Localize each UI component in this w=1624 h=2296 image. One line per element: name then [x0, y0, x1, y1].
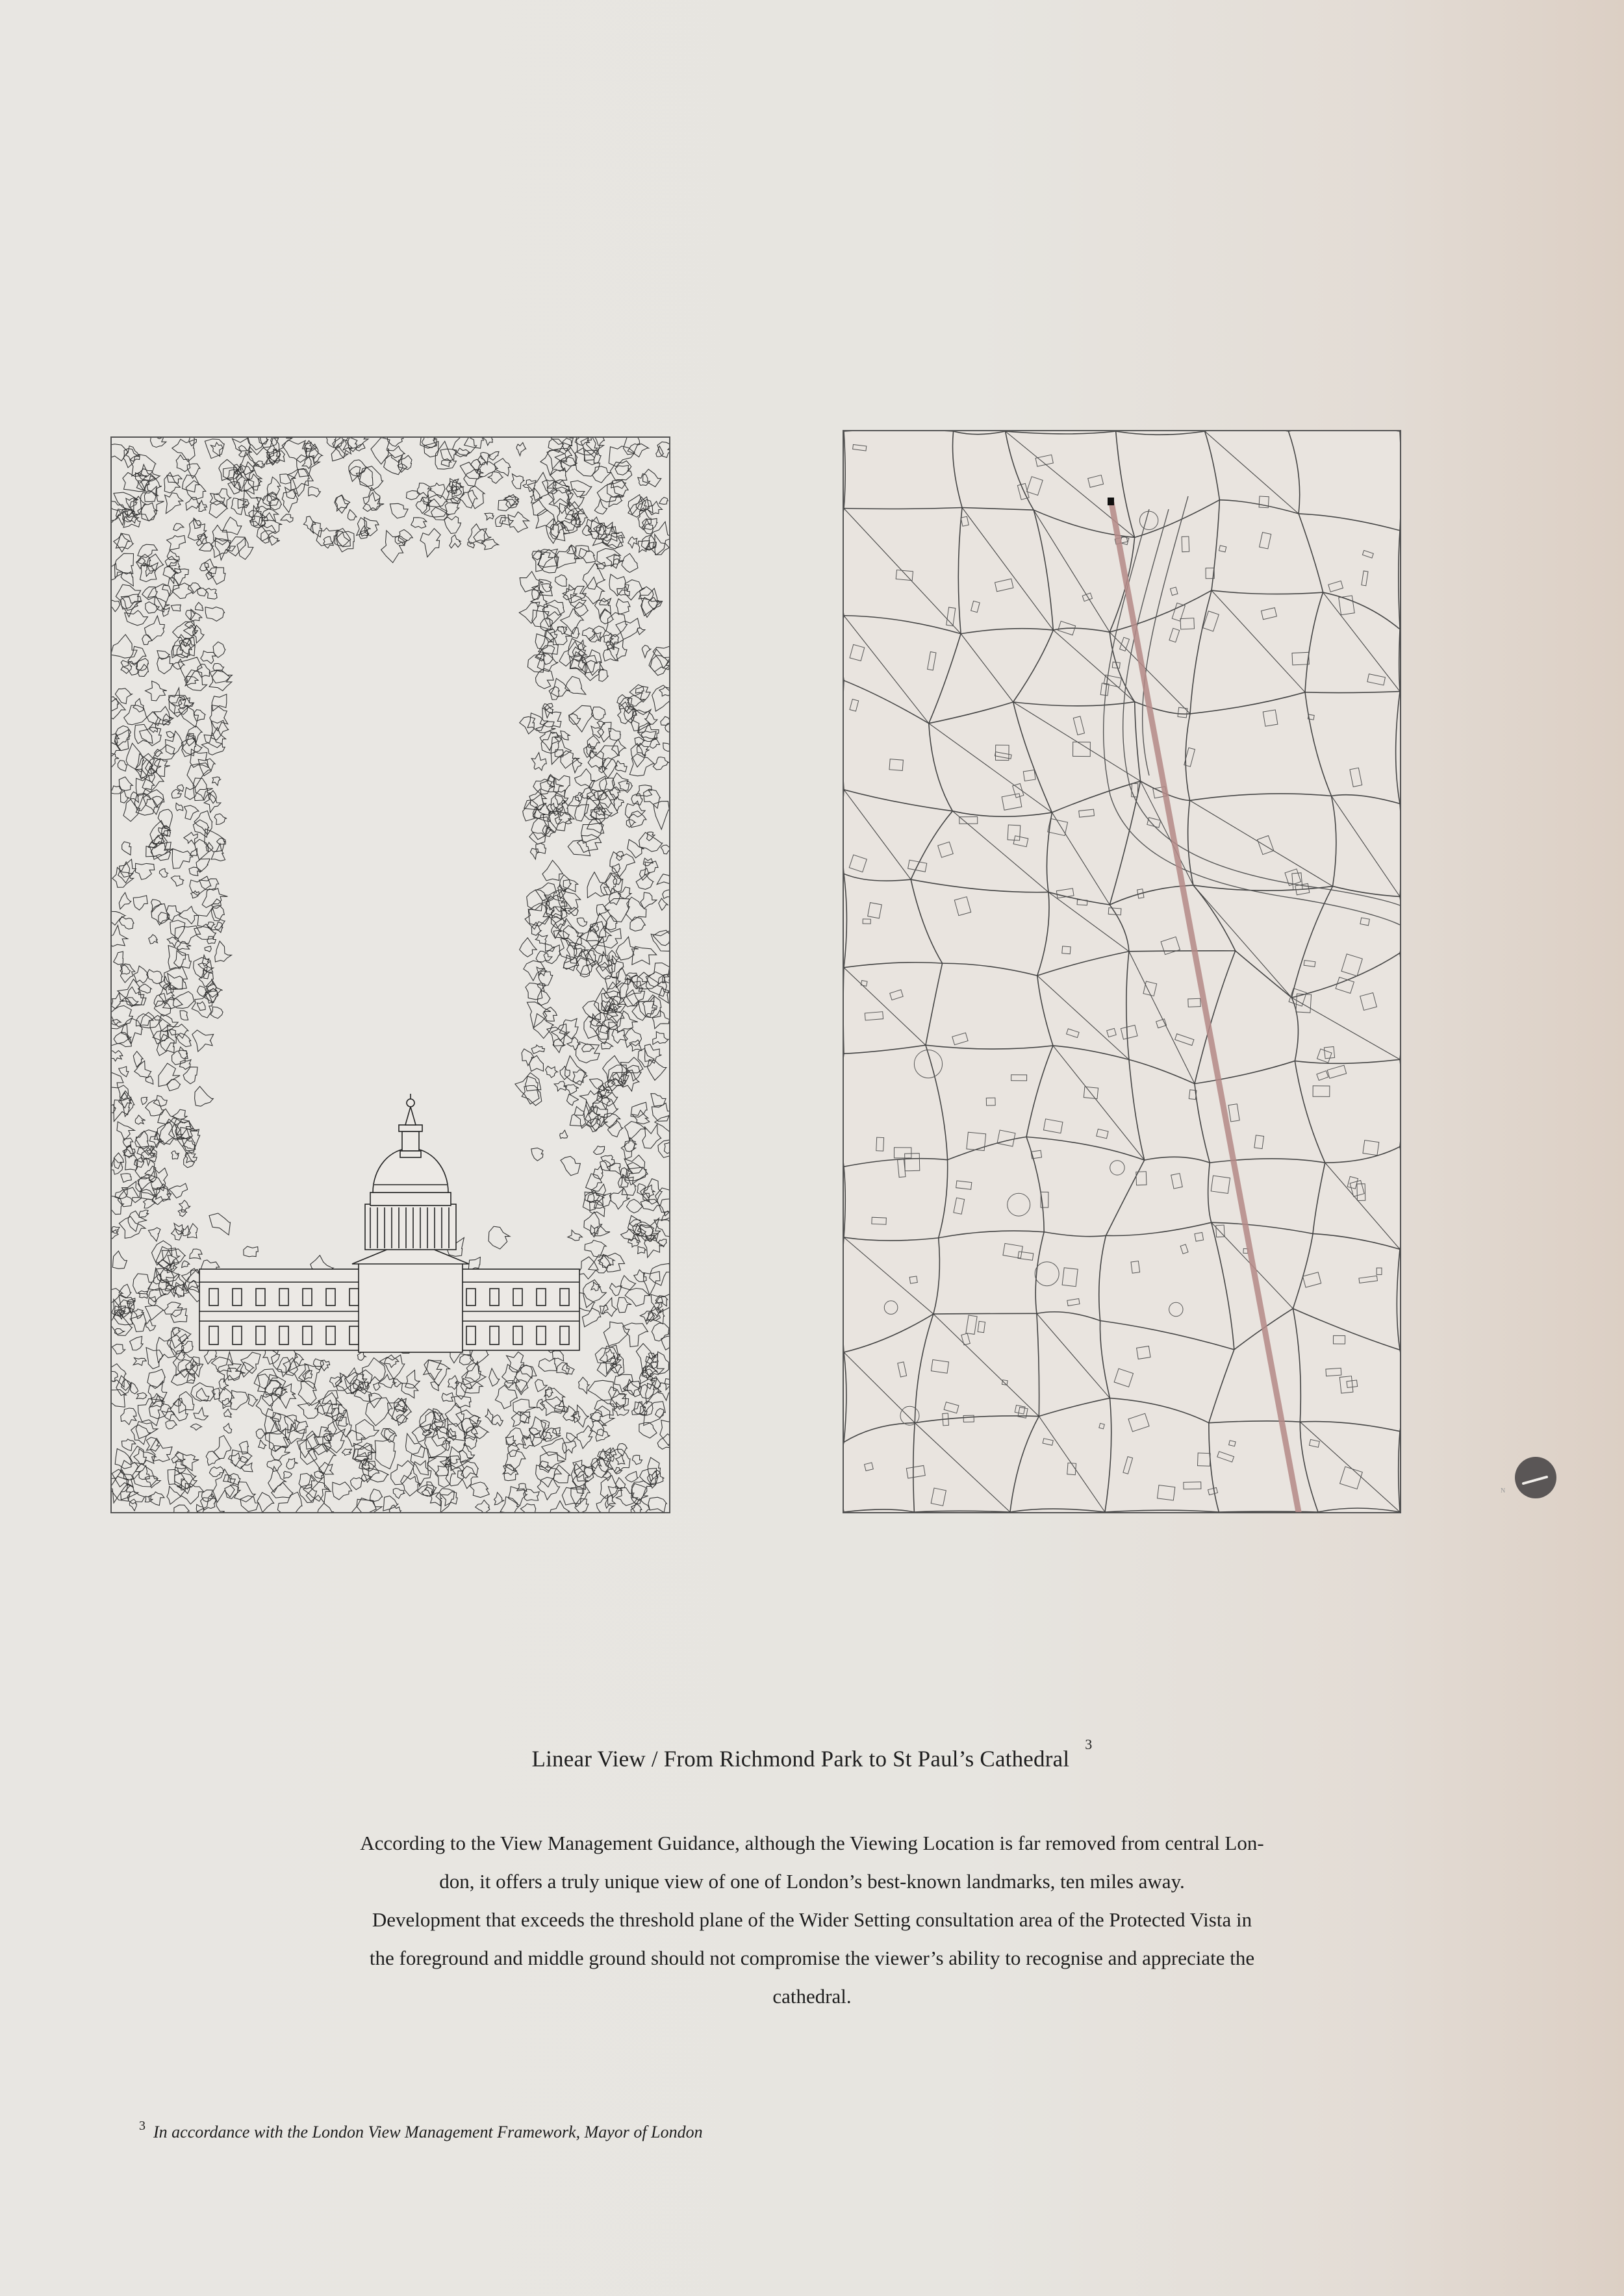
figure-title-text: Linear View / From Richmond Park to St Paul’s Cathedral: [531, 1746, 1070, 1772]
cathedral-view-figure: [110, 436, 670, 1513]
footnote-text: In accordance with the London View Management Framework, Mayor of London: [153, 2123, 703, 2141]
description-line: According to the View Management Guidance, although the Viewing Location is far removed from central Lon-: [360, 1832, 1264, 1854]
description-line: cathedral.: [772, 1985, 852, 2008]
cathedral-drawing: [112, 438, 669, 1512]
footnote-number: 3: [139, 2119, 146, 2133]
cathedral-elevation: [199, 1094, 579, 1352]
viewing-location-marker: [1108, 498, 1114, 505]
figure-title: [0, 1736, 1624, 1772]
footnote: [139, 2119, 703, 2142]
street-map-figure: [843, 430, 1401, 1513]
north-label: N: [1501, 1487, 1506, 1495]
description-line: Development that exceeds the threshold plane of the Wider Setting consultation area of the Protected Vista in: [372, 1908, 1252, 1931]
description-paragraph: [325, 1824, 1299, 2015]
street-map: [844, 431, 1400, 1512]
description-line: the foreground and middle ground should not compromise the viewer’s ability to recognise and appreciate the: [369, 1947, 1255, 1969]
map-buildings: [849, 444, 1385, 1506]
map-street-network: [844, 431, 1400, 1512]
footnote-reference: 3: [1085, 1736, 1093, 1752]
description-line: don, it offers a truly unique view of one of London’s best-known landmarks, ten miles away.: [439, 1870, 1185, 1893]
north-arrow-icon: [1513, 1455, 1558, 1500]
